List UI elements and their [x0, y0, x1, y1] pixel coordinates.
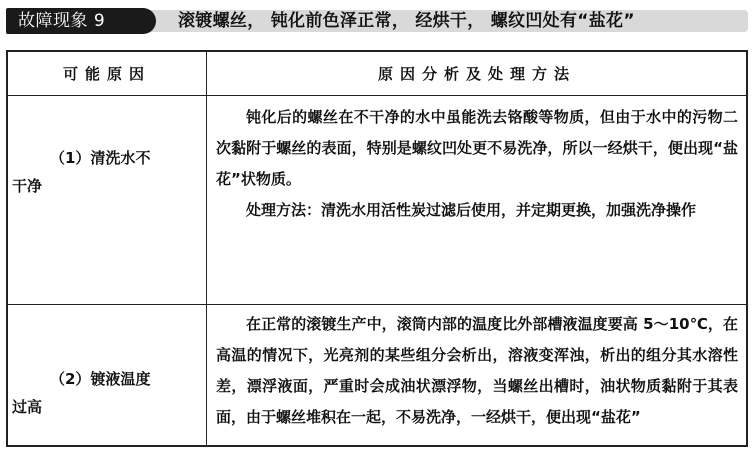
fault-table — [6, 50, 748, 447]
analysis-paragraph: 钝化后的螺丝在不干净的水中虽能洗去铬酸等物质，但由于水中的污物二次黏附于螺丝的表面，特别是螺纹凹处更不易洗净，所以一经烘干，便出现“盐花”状物质。 — [216, 108, 738, 188]
cause-line: （1）清洗水不 — [50, 149, 151, 167]
column-header-possible-cause: 可能原因 — [62, 65, 151, 83]
cause-line: （2）镀液温度 — [50, 370, 151, 388]
analysis-cell — [208, 305, 746, 447]
cause-cell — [8, 305, 207, 447]
fault-number-badge: 故障现象 9 — [6, 8, 156, 34]
analysis-text — [216, 309, 738, 433]
cause-cell — [8, 96, 207, 304]
analysis-text — [216, 102, 738, 226]
analysis-paragraph: 在正常的滚镀生产中，滚筒内部的温度比外部槽液温度要高 5～10℃，在高温的情况下，光亮剂的某些组分会析出，溶液变浑浊，析出的组分其水溶性差，漂浮液面，严重时会成油状漂浮物，当螺丝出槽时，油状物质黏附于其表面，由于螺丝堆积在一起，不易洗净，一经烘干，便出现“盐花” — [216, 315, 738, 426]
fault-title: 滚镀螺丝， 钝化前色泽正常， 经烘干， 螺纹凹处有“盐花” — [178, 11, 635, 31]
cause-line: 过高 — [12, 398, 43, 416]
table-row — [8, 96, 746, 305]
cause-line: 干净 — [12, 177, 43, 195]
header-cell-cause — [8, 52, 207, 95]
table-header-row — [8, 52, 746, 96]
column-header-analysis-method: 原因分析及处理方法 — [377, 65, 576, 83]
analysis-cell — [208, 96, 746, 304]
table-row — [8, 305, 746, 447]
method-paragraph — [216, 195, 738, 226]
method-text: 清洗水用活性炭过滤后使用，并定期更换，加强洗净操作 — [321, 201, 697, 219]
header-cell-analysis — [208, 52, 746, 95]
method-label: 处理方法： — [246, 201, 322, 219]
fault-header — [6, 8, 750, 36]
cause-text — [12, 365, 200, 421]
cause-text — [12, 144, 200, 200]
